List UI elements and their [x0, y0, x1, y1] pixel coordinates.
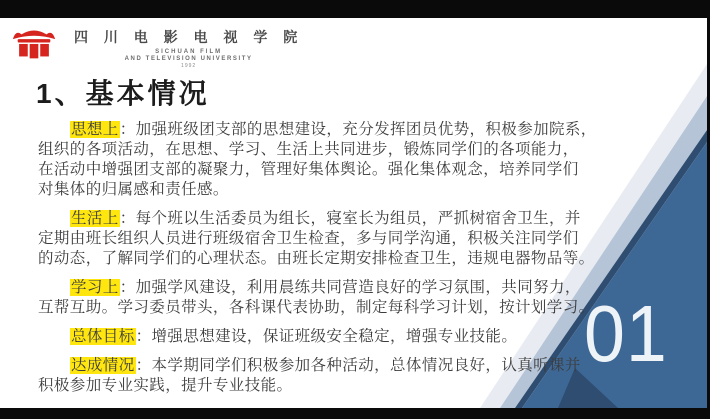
slide-body-paragraphs: [38, 120, 618, 396]
paragraph-label-highlight: 达成情况: [71, 357, 135, 374]
university-name-english-line2: AND TELEVISION UNIVERSITY: [124, 56, 253, 62]
paragraph-colon: ：: [119, 121, 136, 138]
university-founding-year: 1992: [181, 63, 197, 69]
paragraph-line: 的动态，了解同学们的心理状态。由班长定期安排检查卫生，违规电器物品等。: [38, 250, 595, 267]
university-name-chinese: 四 川 电 影 电 视 学 院: [74, 29, 304, 45]
paragraph-line: 增强思想建设，保证班级安全稳定，增强专业技能。: [151, 328, 518, 345]
paragraph-4: [38, 327, 618, 347]
paragraph-5: [38, 356, 618, 396]
paragraph-3: [38, 278, 618, 318]
paragraph-colon: ：: [135, 328, 152, 345]
paragraph-line: 定期由班长组织人员进行班级宿舍卫生检查，多与同学沟通，积极关注同学们: [38, 230, 579, 247]
paragraph-line: 每个班以生活委员为组长，寝室长为组员，严抓树宿舍卫生，并: [135, 210, 581, 227]
paragraph-line: 组织的各项活动，在思想、学习、生活上共同进步，锻炼同学们的各项能力，: [38, 141, 579, 158]
paragraph-line: 加强学风建设，利用晨练共同营造良好的学习氛围，共同努力，: [135, 279, 581, 296]
paragraph-1: [38, 120, 618, 200]
presentation-slide: [0, 18, 707, 408]
paragraph-label-highlight: 总体目标: [71, 328, 135, 345]
slide-title: 1、基本情况: [36, 78, 210, 109]
paragraph-line: 积极参加专业实践，提升专业技能。: [38, 377, 293, 394]
paragraph-2: [38, 209, 618, 269]
paragraph-colon: ：: [119, 279, 136, 296]
paragraph-line: 本学期同学们积极参加各种活动，总体情况良好，认真听课并: [151, 357, 581, 374]
paragraph-colon: ：: [119, 210, 136, 227]
paragraph-label-highlight: 生活上: [71, 210, 119, 227]
paragraph-line: 对集体的归属感和责任感。: [38, 181, 229, 198]
paragraph-line: 互帮互助。学习委员带头，各科课代表协助，制定每科学习计划，按计划学习。: [38, 299, 595, 316]
paragraph-label-highlight: 思想上: [71, 121, 119, 138]
paragraph-label-highlight: 学习上: [71, 279, 119, 296]
slide-content: [38, 18, 618, 405]
paragraph-colon: ：: [135, 357, 152, 374]
page-number: 01: [584, 289, 668, 378]
university-name-english-line1: SICHUAN FILM: [155, 49, 223, 55]
paragraph-line: 加强班级团支部的思想建设，充分发挥团员优势，积极参加院系，: [135, 121, 597, 138]
paragraph-line: 在活动中增强团支部的凝聚力，管理好集体舆论。强化集体观念，培养同学们: [38, 161, 579, 178]
